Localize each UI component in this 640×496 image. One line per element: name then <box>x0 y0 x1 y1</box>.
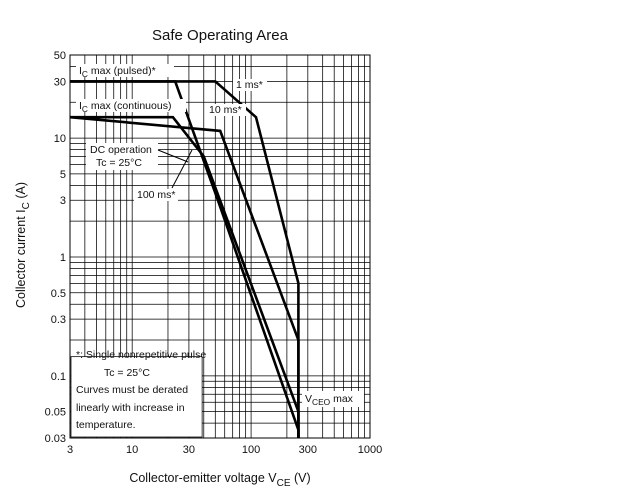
y-tick-label: 0.1 <box>50 370 66 383</box>
hundred-ms-label: 100 ms* <box>137 189 176 201</box>
y-tick-label: 0.05 <box>44 406 66 419</box>
ten-ms-label: 10 ms* <box>209 104 242 116</box>
y-tick-label: 30 <box>53 76 66 89</box>
x-axis-label: Collector-emitter voltage $V_{CE}$ (V) <box>129 471 311 489</box>
y-tick-label: 0.5 <box>50 287 66 300</box>
dc-operation-label: DC operation <box>90 144 152 156</box>
x-tick-label: 300 <box>298 444 318 456</box>
dc-tc-label: Tc = 25°C <box>96 157 142 169</box>
x-tick-label: 100 <box>241 444 261 456</box>
footnote-line: Tc = 25°C <box>104 367 150 379</box>
vceo-max-label: $V_{CEO}$ max <box>305 393 353 407</box>
footnote-line: linearly with increase in <box>76 402 185 414</box>
y-tick-label: 1 <box>59 251 66 264</box>
x-tick-label: 3 <box>66 444 74 456</box>
x-tick-label: 30 <box>182 444 196 456</box>
ic-max-continuous-label: $I_C$ max (continuous) <box>79 100 172 114</box>
y-tick-label: 10 <box>53 133 66 146</box>
y-tick-label: 0.03 <box>44 433 66 445</box>
y-tick-label: 3 <box>59 195 66 208</box>
footnote-line: *: Single nonrepetitive pulse <box>76 349 207 361</box>
y-tick-label: 0.3 <box>50 314 66 327</box>
dc-leader-line <box>158 150 188 162</box>
y-axis-label: Collector current $I_C$ (A) <box>14 181 32 309</box>
ic-max-pulsed-label: $I_C$ max (pulsed)* <box>79 65 156 79</box>
y-tick-label: 5 <box>59 168 66 181</box>
x-tick-label: 1000 <box>357 444 383 456</box>
one-ms-label: 1 ms* <box>236 79 263 91</box>
footnote-line: Curves must be derated <box>76 384 189 396</box>
x-tick-label: 10 <box>126 444 139 456</box>
footnote-line: temperature. <box>76 419 136 431</box>
y-tick-label: 50 <box>53 50 66 62</box>
chart-title: Safe Operating Area <box>152 27 288 44</box>
